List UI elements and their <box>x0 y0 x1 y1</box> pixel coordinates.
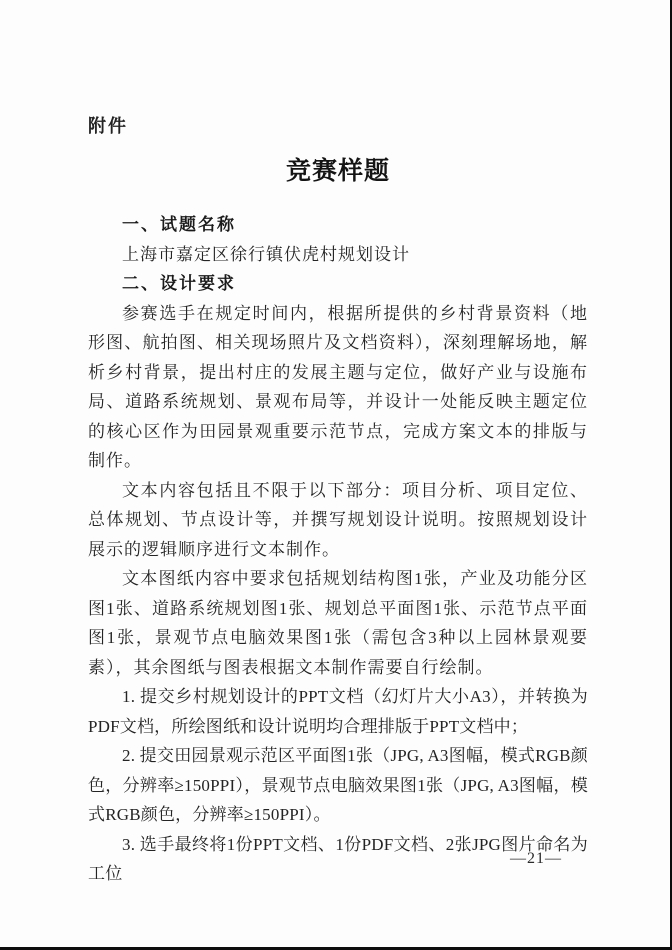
document-content <box>88 112 588 889</box>
document-body <box>88 210 588 889</box>
page-number: —21— <box>510 850 562 867</box>
body-paragraph: 2. 提交田园景观示范区平面图1张（JPG, A3图幅，模式RGB颜色，分辨率≥150PPI），景观节点电脑效果图1张（JPG, A3图幅，模式RGB颜色，分辨率≥150PPI）。 <box>88 746 588 824</box>
attachment-label: 附件 <box>88 116 128 136</box>
body-paragraph: 3. 选手最终将1份PPT文档、1份PDF文档、2张JPG图片命名为工位 <box>88 834 588 883</box>
section-heading: 一、试题名称 <box>122 215 236 234</box>
page-title: 竞赛样题 <box>285 158 390 185</box>
body-paragraph: 参赛选手在规定时间内，根据所提供的乡村背景资料（地形图、航拍图、相关现场照片及文档资料），深刻理解场地，解析乡村背景，提出村庄的发展主题与定位，做好产业与设施布局、道路系统规划、景观布局等，并设计一处能反映主题定位的核心区作为田园景观重要示范节点，完成方案文本的排版与制作。 <box>88 303 588 470</box>
body-paragraph: 上海市嘉定区徐行镇伏虎村规划设计 <box>122 244 410 264</box>
section-heading: 二、设计要求 <box>122 274 236 293</box>
body-paragraph: 文本内容包括且不限于以下部分：项目分析、项目定位、总体规划、节点设计等，并撰写规划设计说明。按照规划设计展示的逻辑顺序进行文本制作。 <box>88 480 588 559</box>
body-paragraph: 文本图纸内容中要求包括规划结构图1张，产业及功能分区图1张、道路系统规划图1张、规划总平面图1张、示范节点平面图1张，景观节点电脑效果图1张（需包含3种以上园林景观要素），其余图纸与图表根据文本制作需要自行绘制。 <box>88 569 588 677</box>
body-paragraph: 1. 提交乡村规划设计的PPT文档（幻灯片大小A3），并转换为PDF文档，所绘图纸和设计说明均合理排版于PPT文档中； <box>88 687 588 736</box>
